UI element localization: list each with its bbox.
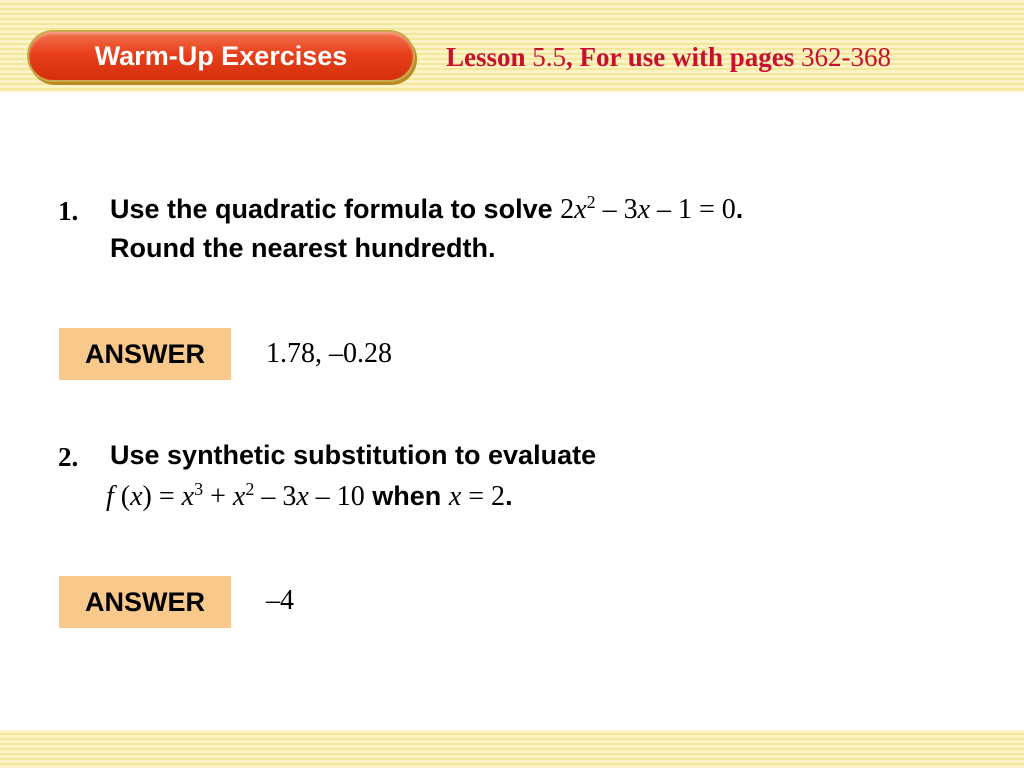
answer-label-1: ANSWER [85, 339, 205, 369]
question-1-equation [560, 194, 736, 225]
question-2-period: . [505, 481, 513, 511]
answer-label-2: ANSWER [85, 587, 205, 617]
fn-name: f [106, 481, 114, 512]
eq-op-1: – [602, 194, 617, 225]
answer-value-2: –4 [266, 585, 294, 616]
condition-val: = 2 [468, 481, 506, 512]
eq-rest: – 1 = 0 [657, 194, 736, 225]
answer-badge-2 [59, 576, 231, 628]
question-1-line-2: Round the nearest hundredth. [110, 233, 496, 263]
question-2-condition [449, 481, 505, 512]
question-2-number: 2. [58, 442, 79, 472]
question-1-line-1 [110, 194, 743, 226]
fn-term2-var: x [232, 481, 246, 512]
fn-term1-var: x [181, 481, 195, 512]
warm-up-label: Warm-Up Exercises [94, 41, 348, 71]
fn-term3-var: x [296, 481, 309, 512]
question-1-number: 1. [58, 196, 79, 226]
fn-plus: + [210, 481, 226, 512]
condition-var: x [448, 481, 462, 512]
lesson-suffix: , For use with pages [566, 42, 795, 72]
question-1-period: . [735, 194, 744, 224]
question-1-prompt: Use the quadratic formula to solve [110, 194, 553, 224]
fn-minus: – 3 [261, 481, 297, 512]
question-2-line-1: Use synthetic substitution to evaluate [110, 440, 597, 470]
answer-value-1: 1.78, –0.28 [266, 338, 392, 369]
fn-term1-exp: 3 [194, 479, 204, 499]
when-word: when [372, 481, 442, 511]
eq-coef-2: 3 [623, 194, 638, 225]
lesson-header [446, 42, 891, 73]
fn-rest: – 10 [315, 481, 365, 512]
lesson-pages: 362-368 [801, 42, 892, 72]
question-2-function: f $(x) = x^3 + x^2 - 3x - 10$ [106, 479, 365, 512]
fn-arg: x [130, 481, 143, 512]
fn-term2-exp: 2 [245, 479, 255, 499]
question-2-line-2 [106, 481, 513, 513]
eq-var-1: x [574, 194, 587, 225]
lesson-word: Lesson [446, 42, 526, 72]
eq-var-2: x [637, 194, 650, 225]
lesson-number: 5.5 [532, 42, 567, 72]
footer-band [0, 730, 1024, 768]
warm-up-badge [27, 30, 415, 82]
eq-exp-1: 2 [586, 192, 596, 212]
answer-badge-1 [59, 328, 231, 380]
eq-coef-1: 2 [560, 194, 575, 225]
